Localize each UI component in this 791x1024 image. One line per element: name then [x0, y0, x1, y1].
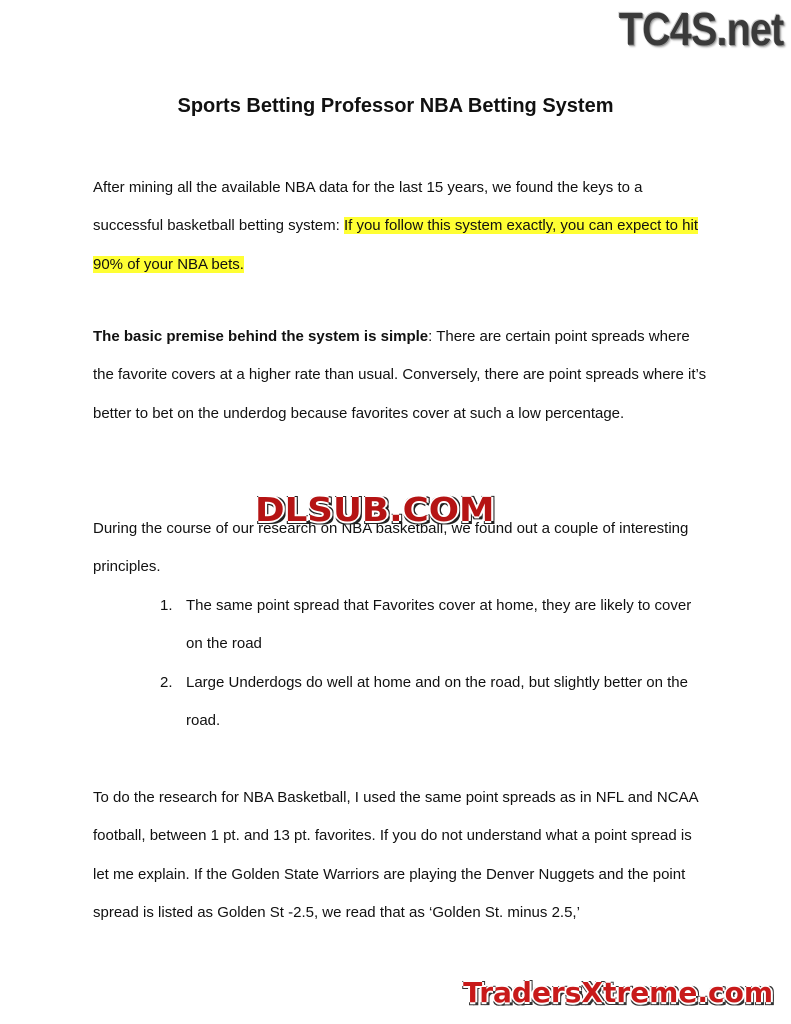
list-item	[160, 587, 705, 664]
watermark-bottom-logo: TradersXtreme.com	[463, 976, 773, 1009]
list-item-number: 2.	[160, 673, 173, 691]
intro-text: After mining all the available NBA data for the last 15 years, we found the keys to a successful basketball betting system:	[93, 179, 643, 235]
watermark-top-logo: TC4S.net	[618, 3, 783, 55]
premise-bold: The basic premise behind the system is simple	[93, 328, 429, 345]
principles-list	[160, 587, 705, 741]
course-paragraph: During the course of our research on NBA basketball, we found out a couple of interesting principles.	[93, 520, 689, 576]
watermark-middle-logo: DLSUB.COM	[255, 490, 495, 529]
list-item	[160, 664, 705, 741]
intro-highlight: If you follow this system exactly, you can expect to hit 90% of your NBA bets.	[93, 217, 698, 273]
list-item-text: Large Underdogs do well at home and on the road, but slightly better on the road.	[186, 673, 688, 730]
premise-text: : There are certain point spreads where the favorite covers at a higher rate than usual. Conversely, there are point spreads where it’s better to bet on the underdog because favorites cover at such a low percentage.	[93, 328, 707, 422]
premise-paragraph	[93, 318, 708, 433]
intro-paragraph	[93, 169, 708, 284]
list-item-text: The same point spread that Favorites cover at home, they are likely to cover on the road	[186, 597, 692, 653]
research-paragraph: To do the research for NBA Basketball, I used the same point spreads as in NFL and NCAA football, between 1 pt. and 13 pt. favorites. If you do not understand what a point spread is let me explain. If the Golden State Warriors are playing the Denver Nuggets and the point spread is listed as Golden St -2.5, we read that as ‘Golden St. minus 2.5,’	[93, 789, 698, 922]
document-title: Sports Betting Professor NBA Betting System	[177, 95, 614, 117]
list-item-number: 1.	[160, 597, 173, 614]
